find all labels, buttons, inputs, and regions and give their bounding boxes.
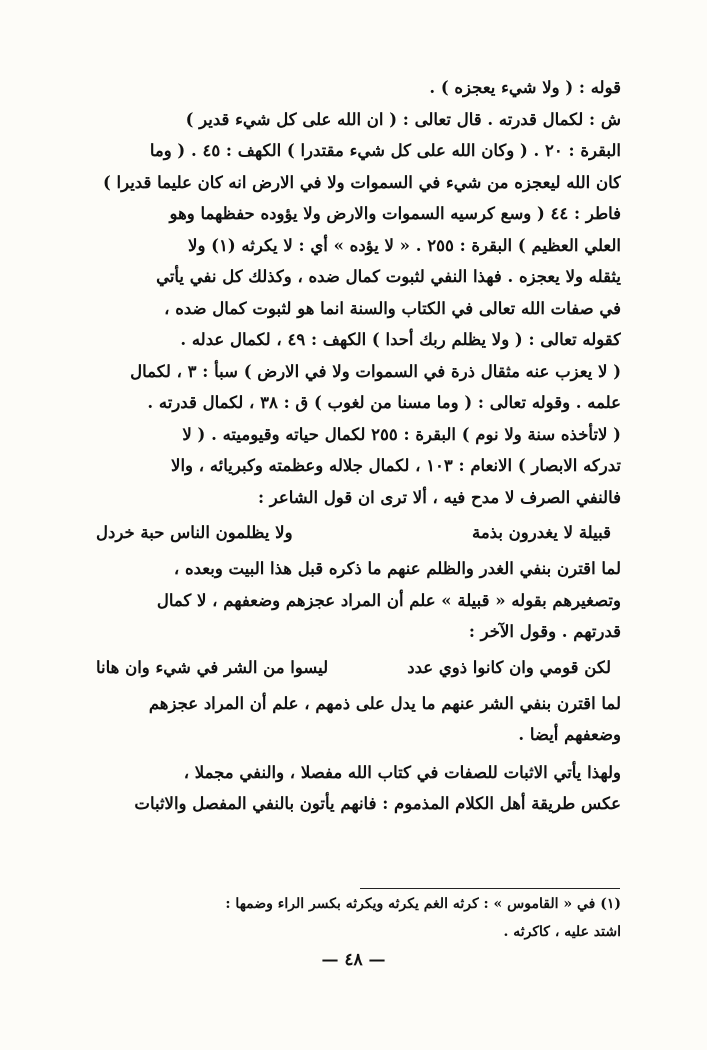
verse-left-hemistich: ليسوا من الشر في شيء وان هانا [96,657,329,677]
text-line: لما اقترن بنفي الشر عنهم ما يدل على ذمهم ، علم أن المراد عجزهم [148,693,621,713]
text-line: وتصغيرهم بقوله « قبيلة » علم أن المراد عجزهم وضعفهم ، لا كمال [156,590,621,610]
text-line: تدركه الابصار ) الانعام : ١٠٣ ، لكمال جلاله وعظمته وكبريائه ، والا [171,456,621,475]
page-number: — ٤٨ — [321,950,386,970]
verse-right-hemistich: قبيلة لا يغدرون بذمة [471,523,611,542]
verse-right-hemistich: لكن قومي وان كانوا ذوي عدد [407,657,611,677]
main-text [86,72,621,820]
text-line: فالنفي الصرف لا مدح فيه ، ألا ترى ان قول الشاعر : [257,487,621,507]
text-line: كان الله ليعجزه من شيء في السموات ولا في الارض انه كان عليما قديرا ) [102,172,621,192]
poetry-verse-1 [86,513,621,553]
text-line: في صفات الله تعالى في الكتاب والسنة انما هو لثبوت كمال ضده ، [164,298,621,318]
text-line: قوله : ( ولا شيء يعجزه ) . [429,78,621,97]
text-line: ( لاتأخذه سنة ولا نوم ) البقرة : ٢٥٥ لكمال حياته وقيوميته . ( لا [182,424,621,444]
text-line: قدرتهم . وقول الآخر : [468,622,621,641]
text-line: لما اقترن بنفي الغدر والظلم عنهم ما ذكره قبل هذا البيت وبعده ، [173,559,621,578]
verse-left-hemistich: ولا يظلمون الناس حبة خردل [96,523,293,542]
text-line: ش : لكمال قدرته . قال تعالى : ( ان الله على كل شيء قدير ) [185,109,621,129]
text-line: عكس طريقة أهل الكلام المذموم : فانهم يأتون بالنفي المفصل والاثبات [134,794,621,813]
poetry-verse-2 [86,648,621,688]
text-line: ولهذا يأتي الاثبات للصفات في كتاب الله مفصلا ، والنفي مجملا ، [183,762,621,782]
text-line: فاطر : ٤٤ ( وسع كرسيه السموات والارض ولا يؤوده حفظهما وهو [169,204,621,223]
text-line: يثقله ولا يعجزه . فهذا النفي لثبوت كمال ضده ، وكذلك كل نفي يأتي [156,267,621,286]
text-line: علمه . وقوله تعالى : ( وما مسنا من لغوب ) ق : ٣٨ ، لكمال قدرته . [147,393,621,412]
footnote-separator [360,888,620,889]
text-line: البقرة : ٢٠ . ( وكان الله على كل شيء مقتدرا ) الكهف : ٤٥ . ( وما [149,141,621,160]
text-line: ( لا يعزب عنه مثقال ذرة في السموات ولا في الارض ) سبأ : ٣ ، لكمال [130,361,621,381]
text-line: كقوله تعالى : ( ولا يظلم ربك أحدا ) الكهف : ٤٩ ، لكمال عدله . [180,330,621,349]
text-line: وضعفهم أيضا . [518,725,621,744]
footnote-line: اشتد عليه ، كاكرثه . [503,924,621,940]
text-line: العلي العظيم ) البقرة : ٢٥٥ . « لا يؤده » أي : لا يكرثه (١) ولا [188,235,621,255]
footnote [86,890,621,946]
footnote-line: (١) في « القاموس » : كرثه الغم يكرثه ويكرثه بكسر الراء وضمها : [225,896,621,912]
